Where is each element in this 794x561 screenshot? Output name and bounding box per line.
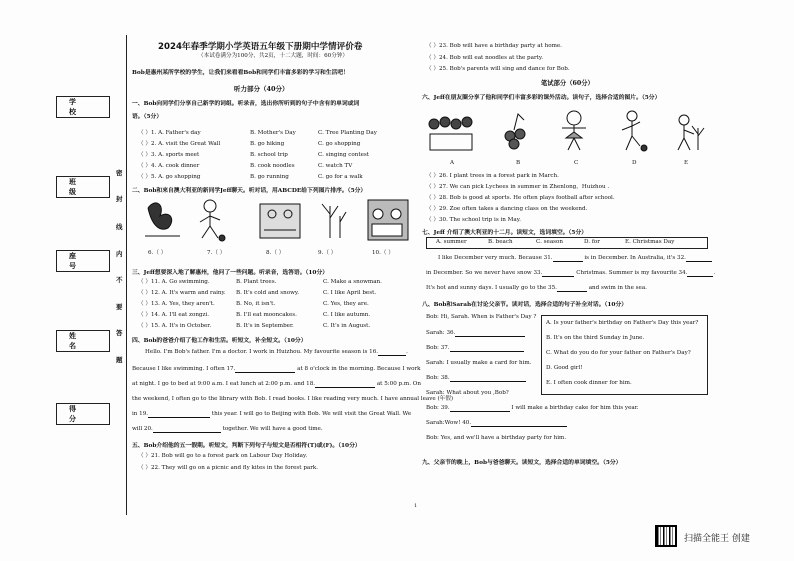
- lychee-fruit-picture: [505, 114, 525, 149]
- q4-blank-17[interactable]: [235, 366, 295, 373]
- q4-blank-19[interactable]: [148, 411, 210, 418]
- seal-char: 线: [116, 223, 123, 231]
- q2-instruction: 二、Bob和來自澳大利亚的新同学Jeff聊天。听对话，用ABCDE给下列图片排序。（5分）: [132, 188, 367, 194]
- q4-passage-line: [132, 426, 323, 433]
- dragon-boat-race-picture: [145, 203, 180, 236]
- q3-option-b[interactable]: B. Plant trees.: [236, 279, 277, 285]
- school-trip-group-picture: [429, 117, 472, 150]
- q7-text: Christmas. Summer is my favourite 34.: [576, 270, 688, 276]
- q4-text: at 8 o'clock in the morning. Because I work: [297, 366, 421, 372]
- q7-word-option: E. Christmas Day: [625, 239, 675, 245]
- q2-blank[interactable]: 8.（ ）: [266, 250, 285, 256]
- q4-blank-20[interactable]: [153, 426, 221, 433]
- q7-blank-33[interactable]: [542, 270, 574, 277]
- q1-option-b[interactable]: B. school trip: [250, 152, 288, 158]
- q3-option-c[interactable]: C. Yes, they are.: [323, 301, 369, 307]
- q6-picture-letter: A: [450, 160, 455, 166]
- q4-text: in 19.: [132, 411, 149, 417]
- q8-text: Bob: 37.: [426, 345, 450, 351]
- qr-code-icon: [655, 525, 677, 547]
- q8-dialog-line: [426, 375, 526, 382]
- q4-text: at 5:00 p.m. On: [376, 381, 421, 387]
- q1-option-c[interactable]: C. singing contest: [318, 152, 370, 158]
- q1-option-c[interactable]: C. go for a walk: [318, 174, 363, 180]
- q4-text: this year. I will go to Beijing with Bob. We will visit the Great Wall. We: [211, 411, 412, 417]
- q4-text: will 20.: [132, 426, 153, 432]
- q6-picture-letter: E: [684, 160, 689, 166]
- q6-picture-letter: B: [516, 160, 521, 166]
- q2-picture-row: [140, 196, 410, 244]
- q8-dialog-line: Sarah: I usually make a card for him.: [426, 360, 532, 366]
- q5-instruction: 五、Bob介绍他的五一假期。听短文，判断下列句子与短文是否相符(T)或(F)。（10分）: [132, 443, 361, 449]
- q3-option-a[interactable]: （ ）11. A. Go swimming.: [138, 279, 210, 285]
- q8-instruction: 八、Bob和Sarah在讨论父亲节。读对话，选择合适的句子补全对话。（10分）: [422, 302, 628, 308]
- q1-option-a[interactable]: （ ）2. A. visit the Great Wall: [138, 141, 221, 147]
- q7-passage-line: [426, 270, 715, 277]
- q5-statement[interactable]: （ ）22. They will go on a picnic and fly kites in the forest park.: [138, 465, 319, 471]
- q7-word-option: B. beach: [488, 239, 513, 245]
- score-label: 得 分: [69, 405, 88, 423]
- q6-statement[interactable]: （ ）29. Zoe often takes a dancing class on the weekend.: [426, 206, 588, 212]
- q1-instruction: 一、Bob向同学们分享自己新学的词组。听录音，选出你所听到的句子中含有的单词或词: [132, 101, 360, 107]
- q2-blank[interactable]: 9.（ ）: [318, 250, 337, 256]
- q3-option-c[interactable]: C. Make a snowman.: [323, 279, 382, 285]
- q8-blank-40[interactable]: [471, 420, 567, 427]
- q8-option: E. I often cook dinner for him.: [546, 380, 632, 386]
- q3-option-c[interactable]: C. It's in August.: [323, 323, 371, 329]
- q6-picture-letter: C: [574, 160, 579, 166]
- q2-blank[interactable]: 6.（ ）: [148, 250, 167, 256]
- q8-blank-39[interactable]: [450, 405, 510, 412]
- q4-text: at night. I go to bed at 9:00 a.m. I eat lunch at 2:00 p.m. and 18.: [132, 381, 316, 387]
- q3-instruction: 三、Jeff想要深入地了解惠州，他问了一些问题。听录音，选答语。（10分）: [132, 270, 329, 276]
- seal-char: 答: [116, 329, 123, 337]
- q3-option-a[interactable]: （ ）14. A. I'll eat zongzi.: [138, 312, 210, 318]
- q7-text: in December. So we never have snow 33.: [426, 270, 543, 276]
- exam-subtitle: （本试卷满分为100分，共2页，十二大题，时间：60分钟）: [198, 53, 349, 59]
- dancing-girl-picture: [562, 111, 586, 150]
- q1-option-b[interactable]: B. go running: [250, 174, 289, 180]
- q8-text: Sarah: 36.: [426, 330, 456, 336]
- q8-blank-38[interactable]: [450, 375, 526, 382]
- page-number: 1: [414, 503, 418, 509]
- q8-option: D. Good girl!: [546, 365, 583, 371]
- q7-blank-32[interactable]: [686, 255, 712, 262]
- q5-statement[interactable]: （ ）21. Bob will go to a forest park on Labour Day Holiday.: [138, 453, 308, 459]
- q8-option: A. Is your father's birthday on Father's Day this year?: [546, 320, 699, 326]
- q8-option: B. It's on the third Sunday in June.: [546, 335, 645, 341]
- q7-word-option: C. season: [536, 239, 563, 245]
- q1-option-a[interactable]: （ ）4. A. cook dinner: [138, 163, 200, 169]
- people-picnic-picture: [260, 204, 300, 238]
- q7-word-option: D. for: [584, 239, 600, 245]
- q8-text: Bob: 38.: [426, 375, 450, 381]
- q4-blank-18[interactable]: [315, 381, 375, 388]
- seal-char: 封: [116, 195, 123, 203]
- q8-option: C. What do you do for your father on Father's Day?: [546, 350, 691, 356]
- q3-option-a[interactable]: （ ）13. A. Yes, they aren't.: [138, 301, 215, 307]
- q7-word-option: A. summer: [436, 239, 467, 245]
- q1-option-c[interactable]: C. go shopping: [318, 141, 361, 147]
- q4-instruction: 四、Bob的爸爸介绍了他工作和生活。听短文，补全短文。（10分）: [132, 338, 307, 344]
- q8-dialog-line: [426, 330, 525, 337]
- q7-text: I like December very much. Because 31.: [438, 255, 553, 261]
- writing-section-title: 笔试部分（60分）: [541, 80, 594, 87]
- q1-option-b[interactable]: B. Mother's Day: [250, 130, 296, 136]
- q1-option-a[interactable]: （ ）1. A. Father's day: [138, 130, 201, 136]
- q8-blank-37[interactable]: [450, 345, 524, 352]
- q7-text: is in December. In Australia, it's 32.: [584, 255, 686, 261]
- q1-option-c[interactable]: C. watch TV: [318, 163, 353, 169]
- q7-blank-35[interactable]: [557, 285, 587, 292]
- q4-passage-line: [132, 411, 411, 418]
- children-group-picture: [368, 200, 408, 240]
- q4-text: .: [406, 349, 408, 355]
- seal-char: 内: [116, 250, 123, 258]
- q8-dialog-line: Bob: Hi, Sarah. When is Father's Day ?: [426, 314, 537, 320]
- name-label: 姓 名: [69, 332, 88, 350]
- score-label-box: [56, 403, 110, 425]
- q1-option-a[interactable]: （ ）5. A. go shopping: [138, 174, 201, 180]
- q7-text: .: [713, 270, 716, 276]
- q3-option-c[interactable]: C. I like April best.: [323, 290, 377, 296]
- q1-option-b[interactable]: B. cook noodles: [250, 163, 295, 169]
- q7-instruction: 七、Jeff 介绍了澳大利亚的十二月。读短文，选词填空。（5分）: [422, 230, 588, 236]
- exam-title: 2024年春季学期小学英语五年级下册期中学情评价卷: [158, 42, 363, 52]
- exam-intro: Bob是惠州某所学校的学生，让我们来看看Bob和同学们丰富多彩的学习和生活吧！: [132, 70, 349, 76]
- q5-statement[interactable]: （ ）25. Bob's parents will sing and dance for Bob.: [426, 66, 570, 72]
- q6-picture-row: [428, 106, 718, 156]
- q7-passage-line: [426, 285, 647, 292]
- seal-char: 要: [116, 303, 123, 311]
- binding-line: [126, 35, 127, 515]
- school-label-box: [56, 96, 110, 118]
- q8-text: Bob: 39.: [426, 405, 450, 411]
- seat-label-box: [56, 250, 110, 272]
- q8-text: Sarah:Wow! 40.: [426, 420, 472, 426]
- q5-statement[interactable]: （ ）23. Bob will have a birthday party at home.: [426, 43, 562, 49]
- q3-option-a[interactable]: （ ）15. A. It's in October.: [138, 323, 212, 329]
- q3-option-b[interactable]: B. I'll eat mooncakes.: [236, 312, 297, 318]
- q2-blank[interactable]: 10.（ ）: [372, 250, 394, 256]
- q5-statement[interactable]: （ ）24. Bob will eat noodles at the party.: [426, 55, 544, 61]
- q8-text: I will make a birthday cake for him this year.: [511, 405, 639, 411]
- q6-picture-letter: D: [632, 160, 637, 166]
- class-label-box: [56, 176, 110, 198]
- q4-passage-line: the weekend, I often go to the library with Bob. I read books. I like reading very much. I have annual leave (年假): [132, 396, 454, 402]
- football-player-picture: [200, 200, 225, 241]
- q3-option-c[interactable]: C. I like autumn.: [323, 312, 371, 318]
- q1-instruction-cont: 语。（5分）: [132, 114, 163, 120]
- seal-char: 密: [116, 169, 123, 177]
- seal-char: 题: [116, 356, 123, 364]
- q8-dialog-line: [426, 345, 524, 352]
- q9-instruction: 九、父亲节的晚上，Bob与爸爸聊天。读短文，选择合适的单词填空。（5分）: [422, 460, 622, 466]
- q3-option-b[interactable]: B. No, it isn't.: [236, 301, 276, 307]
- q4-text: Because I like swimming. I often 17.: [132, 366, 236, 372]
- q2-blank[interactable]: 7.（ ）: [207, 250, 226, 256]
- q6-statement[interactable]: （ ）28. Bob is good at sports. He often plays football after school.: [426, 195, 615, 201]
- name-label-box: [56, 330, 110, 352]
- q7-text: It's hot and sunny days. I usually go to the 35.: [426, 285, 557, 291]
- class-label: 班 级: [69, 178, 88, 196]
- q6-statement[interactable]: （ ）27. We can pick Lychees in summer in Zhenlong，Huizhou .: [426, 184, 610, 190]
- planting-tree-picture: [678, 115, 704, 150]
- q3-option-b[interactable]: B. It's cold and snowy.: [236, 290, 300, 296]
- q7-passage-line: [438, 255, 712, 262]
- q4-passage-line: [132, 381, 421, 388]
- q1-option-a[interactable]: （ ）3. A. sports meet: [138, 152, 200, 158]
- football-boy-picture: [622, 111, 647, 151]
- tree-planting-picture: [322, 204, 346, 238]
- q7-blank-31[interactable]: [553, 255, 583, 262]
- q1-option-b[interactable]: B. go hiking: [250, 141, 285, 147]
- school-label: 学 校: [69, 98, 88, 116]
- q4-passage-line: [145, 349, 408, 356]
- q8-blank-36[interactable]: [455, 330, 525, 337]
- q4-text: Hello. I'm Bob's father. I'm a doctor. I work in Huizhou. My favourite season is 16.: [145, 349, 379, 355]
- q4-text: together. We will have a good time.: [222, 426, 323, 432]
- q7-blank-34[interactable]: [687, 270, 716, 277]
- listening-section-title: 听力部分（40分）: [234, 85, 289, 93]
- q7-text: and swim in the sea.: [588, 285, 647, 291]
- q1-option-c[interactable]: C. Tree Planting Day: [318, 130, 377, 136]
- q8-dialog-line: Sarah: What about you ,Bob?: [426, 390, 509, 396]
- q8-dialog-line: [426, 405, 639, 412]
- q6-statement[interactable]: （ ）26. I plant trees in a forest park in March.: [426, 173, 559, 179]
- q3-option-a[interactable]: （ ）12. A. It's warm and rainy.: [138, 290, 226, 296]
- seat-label: 座 号: [69, 252, 88, 270]
- q3-option-b[interactable]: B. It's in September.: [236, 323, 294, 329]
- seal-char: 不: [116, 276, 123, 284]
- q6-instruction: 六、Jeff在朋友圈分享了他和同学们丰富多彩的课外活动。读句子，选择合适的图片。（5分）: [422, 95, 661, 101]
- q6-statement[interactable]: （ ）30. The school trip is in May.: [426, 217, 521, 223]
- q8-dialog-line: Bob: Yes, and we'll have a birthday party for him.: [426, 435, 567, 441]
- scanner-watermark: 扫描全能王 创建: [684, 534, 750, 544]
- q4-blank-16[interactable]: [378, 349, 406, 356]
- q8-dialog-line: [426, 420, 567, 427]
- q4-passage-line: [132, 366, 421, 373]
